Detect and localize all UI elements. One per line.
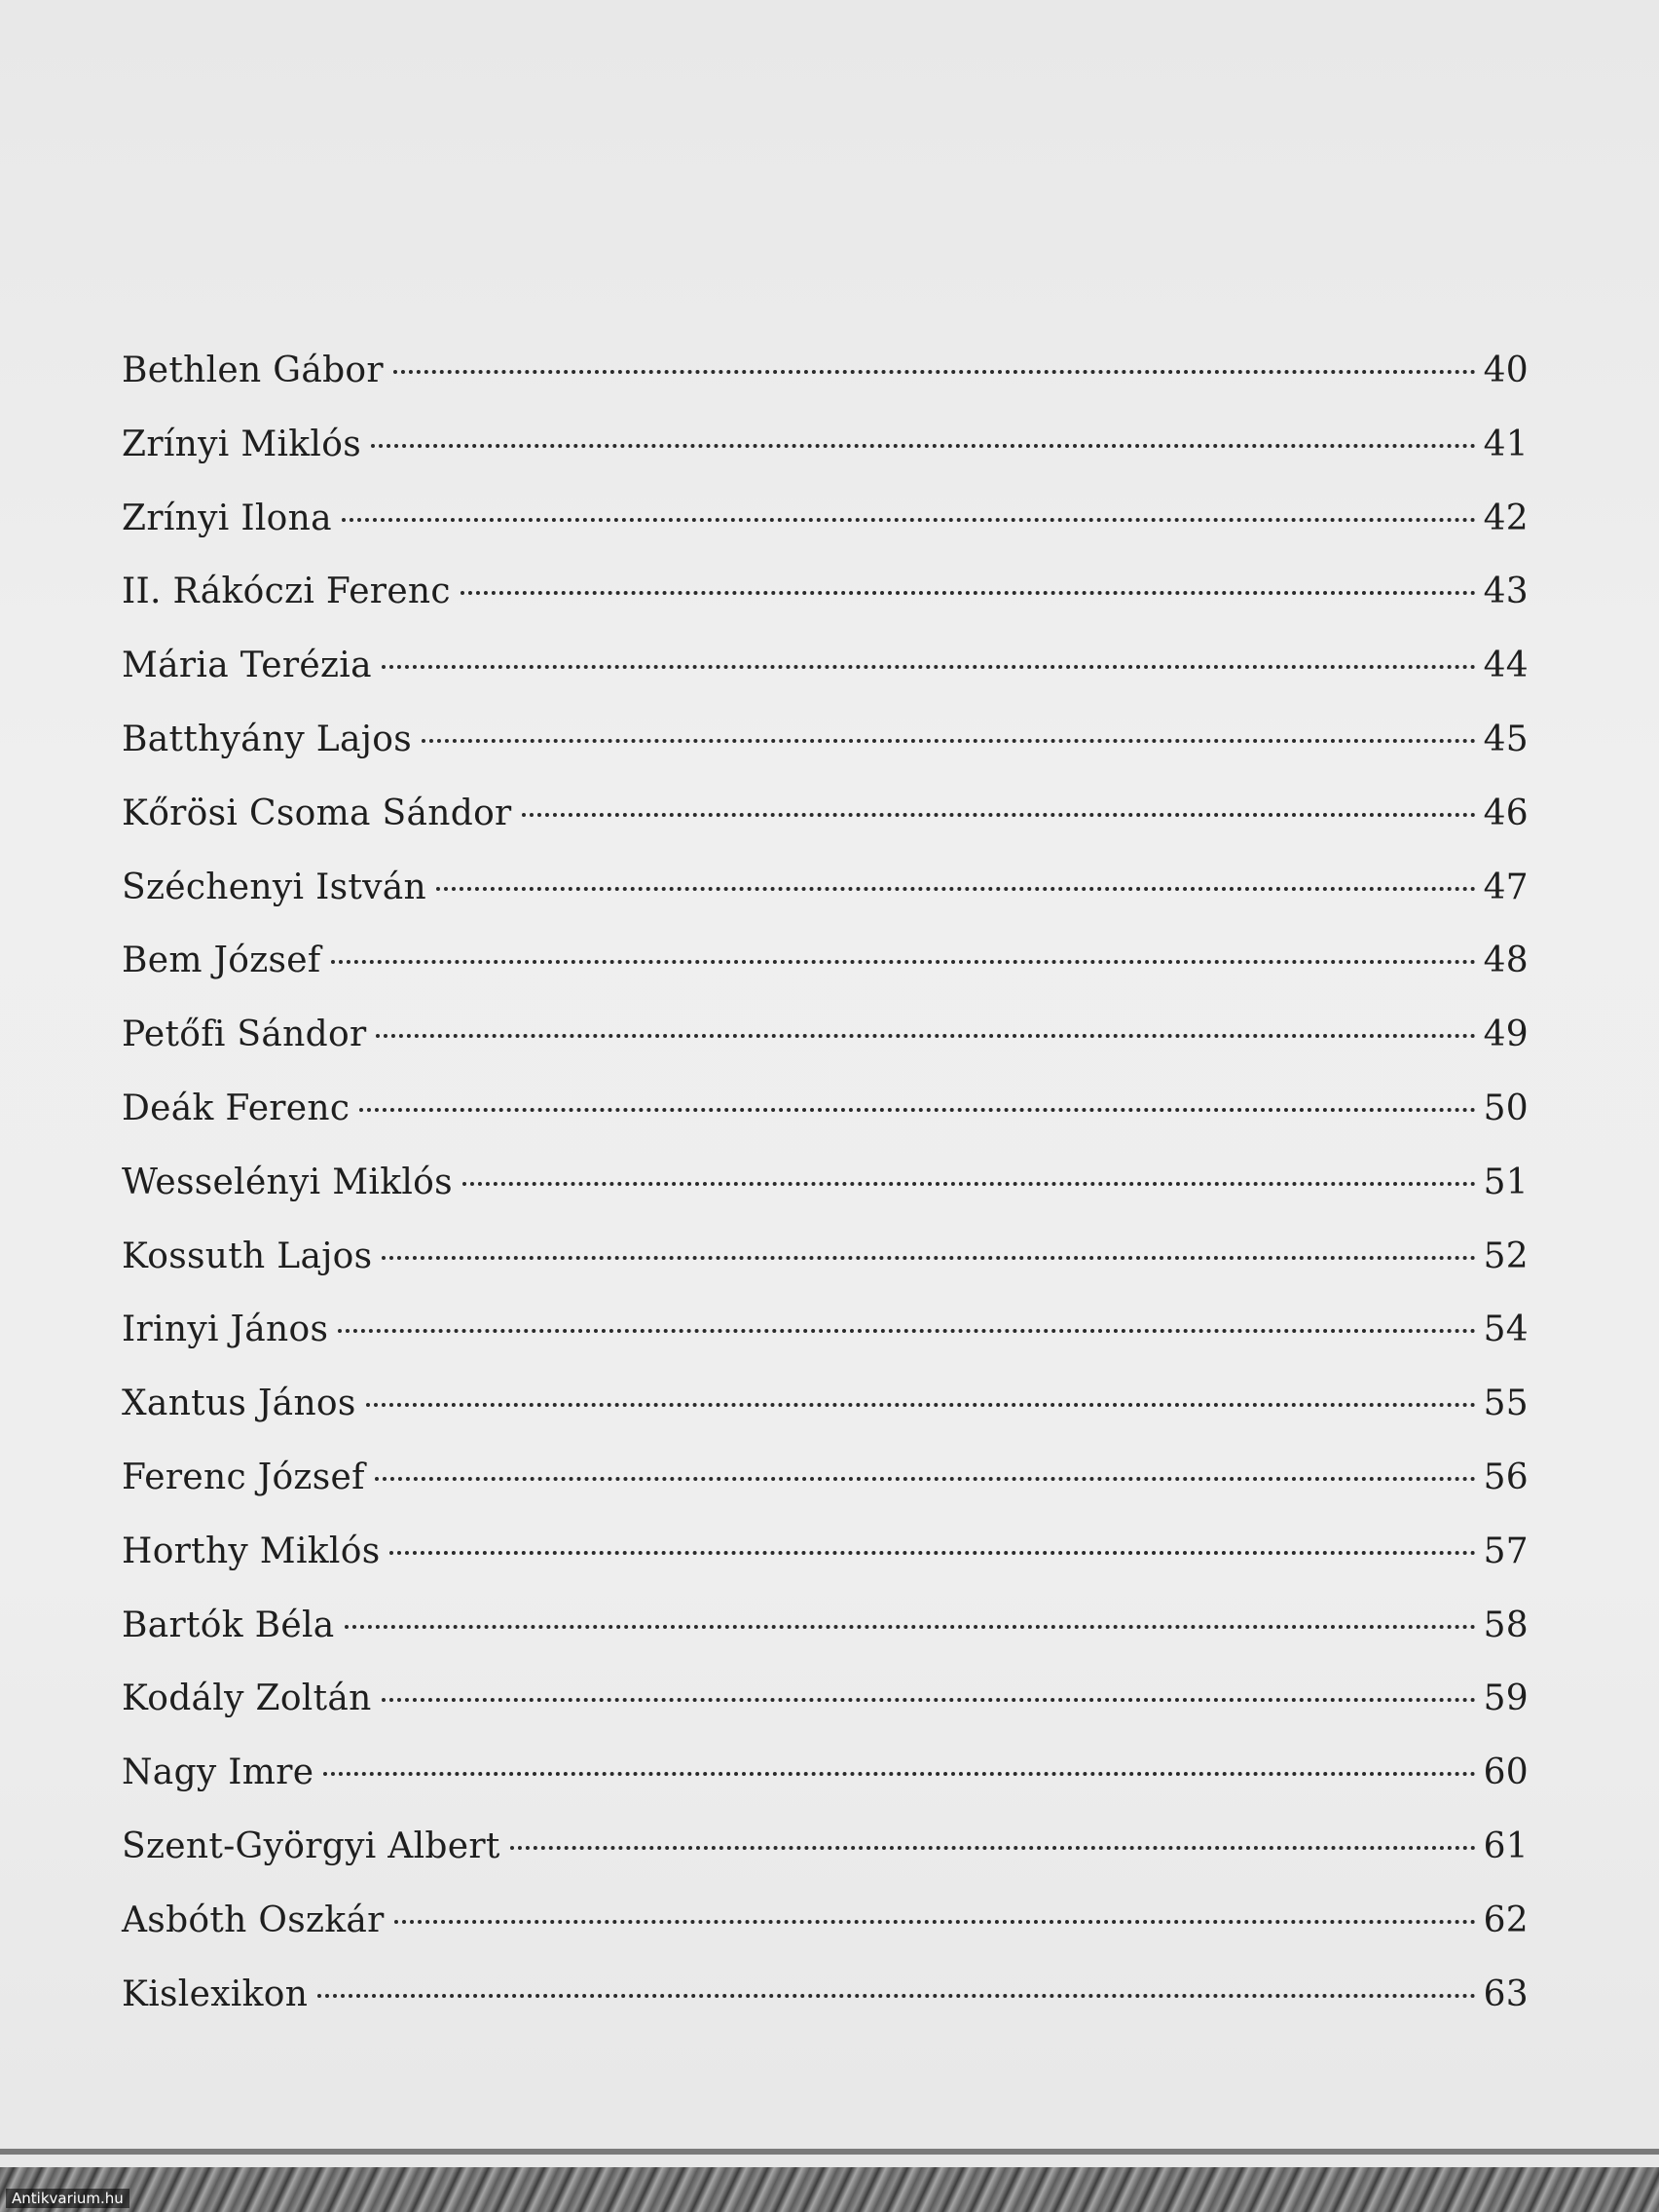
toc-entry (122, 1678, 1529, 1752)
toc-entry-title: Nagy Imre (122, 1752, 314, 1793)
toc-entry-title: Bem József (122, 940, 321, 981)
toc-entry-page-number: 54 (1483, 1309, 1529, 1350)
toc-entry (122, 1383, 1529, 1457)
toc-entry-title: Széchenyi István (122, 866, 427, 907)
toc-entry (122, 645, 1529, 719)
toc-dot-leader (382, 1256, 1476, 1260)
toc-entry (122, 1088, 1529, 1162)
toc-entry (122, 424, 1529, 498)
toc-entry-page-number: 56 (1483, 1456, 1529, 1497)
toc-entry-title: Zrínyi Miklós (122, 424, 361, 464)
toc-dot-leader (342, 518, 1476, 522)
toc-dot-leader (376, 1034, 1476, 1038)
toc-entry-title: Irinyi János (122, 1309, 329, 1350)
toc-dot-leader (522, 813, 1476, 817)
toc-entry-title: Kőrösi Csoma Sándor (122, 793, 512, 833)
toc-entry (122, 719, 1529, 793)
toc-dot-leader (393, 370, 1476, 374)
toc-dot-leader (510, 1846, 1476, 1850)
toc-entry-title: Wesselényi Miklós (122, 1161, 453, 1202)
toc-dot-leader (366, 1403, 1476, 1407)
toc-dot-leader (345, 1625, 1476, 1629)
toc-dot-leader (317, 1994, 1476, 1998)
toc-entry (122, 1457, 1529, 1531)
toc-entry-page-number: 44 (1483, 645, 1529, 686)
watermark-text: Antikvarium.hu (6, 2189, 129, 2208)
toc-entry-page-number: 62 (1483, 1899, 1529, 1940)
table-of-contents (122, 350, 1529, 2047)
toc-dot-leader (394, 1920, 1476, 1924)
toc-entry-page-number: 41 (1483, 424, 1529, 464)
toc-entry (122, 1826, 1529, 1900)
toc-entry-page-number: 42 (1483, 498, 1529, 538)
toc-entry-title: Kossuth Lajos (122, 1235, 373, 1276)
toc-entry-page-number: 46 (1483, 793, 1529, 833)
toc-entry-title: Xantus János (122, 1383, 356, 1424)
toc-entry (122, 1014, 1529, 1088)
toc-entry-page-number: 58 (1483, 1604, 1529, 1645)
toc-dot-leader (389, 1551, 1476, 1555)
toc-dot-leader (323, 1772, 1476, 1776)
bottom-rule (0, 2149, 1659, 2155)
toc-entry-page-number: 50 (1483, 1088, 1529, 1128)
toc-entry (122, 940, 1529, 1014)
toc-dot-leader (382, 1698, 1476, 1702)
toc-entry-page-number: 52 (1483, 1235, 1529, 1276)
toc-dot-leader (436, 887, 1476, 891)
toc-entry-title: Horthy Miklós (122, 1530, 381, 1571)
toc-entry-page-number: 57 (1483, 1530, 1529, 1571)
toc-entry-title: Mária Terézia (122, 645, 372, 686)
toc-dot-leader (422, 739, 1476, 743)
toc-entry-page-number: 48 (1483, 940, 1529, 981)
toc-entry-title: Ferenc József (122, 1456, 365, 1497)
toc-entry-title: Petőfi Sándor (122, 1014, 367, 1055)
toc-entry (122, 867, 1529, 941)
toc-entry-page-number: 61 (1483, 1825, 1529, 1866)
toc-entry-title: Bethlen Gábor (122, 350, 384, 390)
toc-entry-title: Szent-Györgyi Albert (122, 1825, 500, 1866)
toc-entry-title: II. Rákóczi Ferenc (122, 571, 451, 612)
toc-entry-title: Zrínyi Ilona (122, 498, 332, 538)
toc-entry-page-number: 49 (1483, 1014, 1529, 1055)
toc-dot-leader (371, 444, 1476, 448)
toc-entry (122, 1974, 1529, 2048)
toc-entry-page-number: 43 (1483, 571, 1529, 612)
toc-entry (122, 1236, 1529, 1310)
toc-entry-title: Kislexikon (122, 1973, 309, 2014)
toc-entry (122, 1605, 1529, 1679)
toc-entry (122, 498, 1529, 572)
toc-entry-page-number: 51 (1483, 1161, 1529, 1202)
toc-entry-page-number: 59 (1483, 1678, 1529, 1719)
toc-entry (122, 1309, 1529, 1383)
toc-dot-leader (338, 1329, 1476, 1333)
toc-entry (122, 1531, 1529, 1605)
toc-entry-page-number: 45 (1483, 719, 1529, 759)
toc-dot-leader (375, 1477, 1476, 1481)
toc-dot-leader (331, 960, 1476, 964)
toc-entry-title: Batthyány Lajos (122, 719, 412, 759)
toc-entry (122, 571, 1529, 645)
toc-entry (122, 1900, 1529, 1974)
toc-entry-page-number: 47 (1483, 866, 1529, 907)
toc-entry-page-number: 60 (1483, 1752, 1529, 1793)
toc-entry-title: Kodály Zoltán (122, 1678, 372, 1719)
toc-dot-leader (462, 1182, 1476, 1186)
toc-entry-page-number: 40 (1483, 350, 1529, 390)
toc-entry-title: Bartók Béla (122, 1604, 335, 1645)
toc-entry-title: Deák Ferenc (122, 1088, 350, 1128)
toc-entry (122, 1752, 1529, 1826)
toc-entry (122, 793, 1529, 867)
toc-dot-leader (461, 591, 1476, 595)
toc-entry-page-number: 63 (1483, 1973, 1529, 2014)
toc-entry (122, 350, 1529, 424)
toc-entry-title: Asbóth Oszkár (122, 1899, 385, 1940)
toc-entry-page-number: 55 (1483, 1383, 1529, 1424)
decorative-bottom-band (0, 2167, 1659, 2212)
toc-dot-leader (359, 1108, 1476, 1112)
toc-entry (122, 1162, 1529, 1236)
toc-dot-leader (382, 665, 1476, 669)
